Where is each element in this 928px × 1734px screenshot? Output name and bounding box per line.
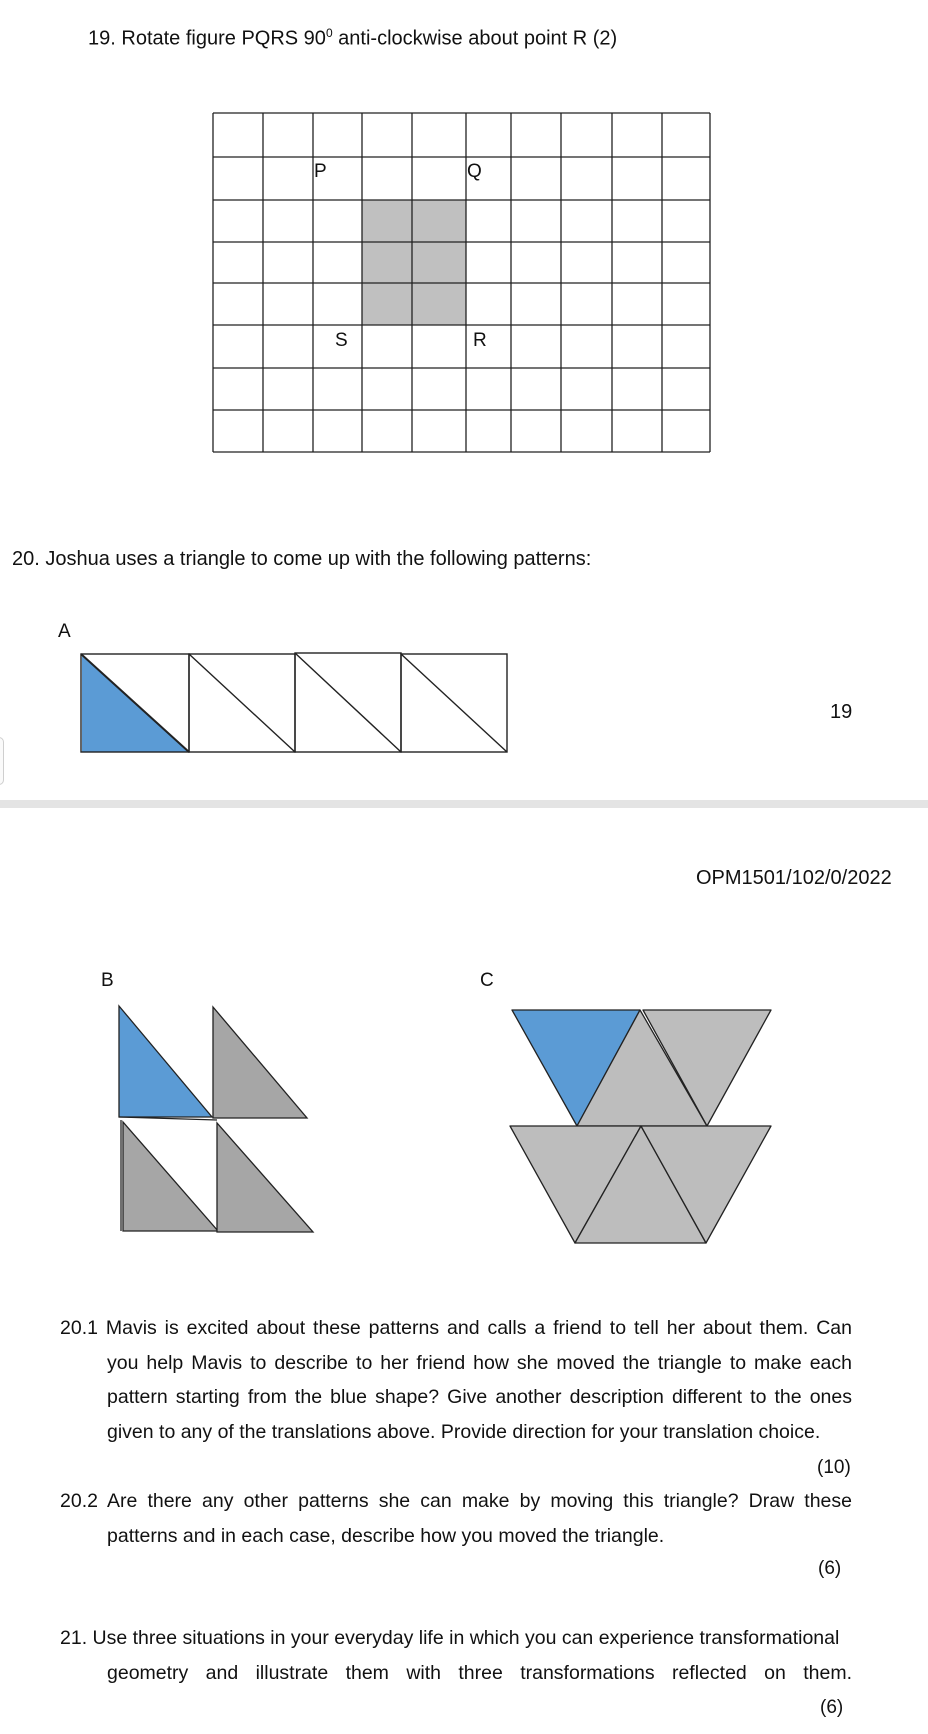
label-q: Q [467,161,482,182]
label-s: S [335,330,348,351]
question-20-2 [60,1484,852,1553]
q21-line-1: 21. Use three situations in your everyday life in which you can experience transformational [60,1627,840,1649]
q20-2-line-1: 20.2 Are there any other patterns she can make by moving this triangle? Draw these [60,1490,852,1512]
q20-1-line-2: you help Mavis to describe to her friend how she moved the triangle to make each [107,1351,852,1374]
q20-1-line-3: pattern starting from the blue shape? Give another description different to the ones [107,1386,852,1408]
label-p: P [314,161,327,182]
q20-1-line-1: 20.1 Mavis is excited about these patterns and calls a friend to tell her about them. Can [60,1317,852,1339]
q21-marks: (6) [820,1697,844,1718]
pattern-b-label: B [101,970,114,991]
pattern-c-label: C [480,970,494,991]
question-20-text: 20. Joshua uses a triangle to come up with the following patterns: [12,548,592,570]
question-21 [60,1621,852,1690]
q20-1-marks: (10) [817,1457,851,1478]
q20-1-line-4: given to any of the translations above. Provide direction for your translation choice. [107,1420,821,1443]
document-code: OPM1501/102/0/2022 [696,867,892,889]
page-number: 19 [830,701,853,723]
label-r: R [473,330,487,351]
question-20-1 [60,1311,852,1449]
q21-line-2: geometry and illustrate them with three transformations reflected on them. [107,1661,852,1684]
pattern-a-label: A [58,621,71,642]
q20-2-marks: (6) [818,1558,842,1579]
question-19-text: 19. Rotate figure PQRS $90^0$ anti-clockwise about point R (2) [88,26,618,50]
q20-2-line-2: patterns and in each case, describe how you moved the triangle. [107,1524,665,1547]
